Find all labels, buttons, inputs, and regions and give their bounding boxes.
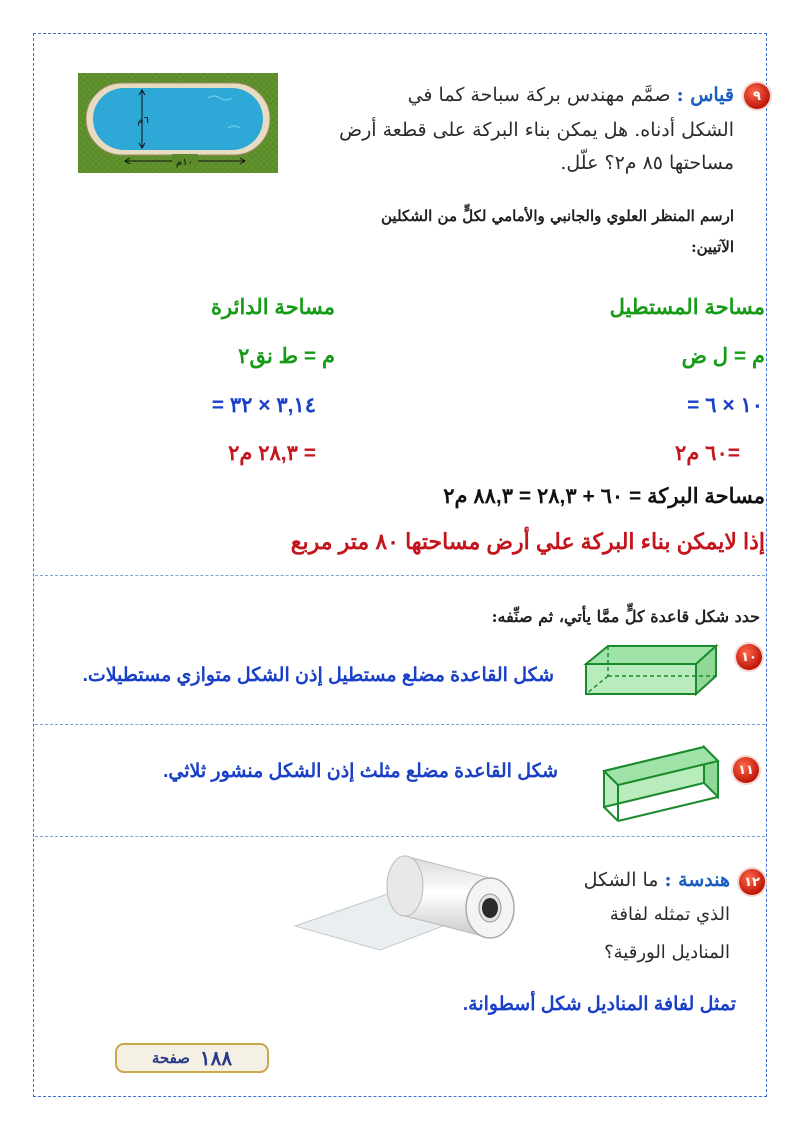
- divider: [35, 724, 765, 725]
- page-number-box: [115, 1043, 269, 1073]
- drawing-instruction-line2: الآتيين:: [691, 238, 734, 256]
- question-number-badge: [744, 83, 770, 109]
- rectangular-prism-figure: [578, 640, 718, 700]
- rect-formula: م = ل ض: [681, 345, 765, 368]
- question-9-line3: مساحتها ٨٥ م٢؟ علّل.: [560, 152, 734, 174]
- rect-area-heading: مساحة المستطيل: [609, 296, 765, 319]
- question-title: قياس :: [676, 84, 734, 106]
- circle-area-heading: مساحة الدائرة: [211, 296, 335, 319]
- question-11-answer: شكل القاعدة مضلع مثلث إذن الشكل منشور ثلاثي.: [163, 761, 558, 782]
- circle-formula: م = ط نق٢: [238, 345, 335, 368]
- question-12-line3: المناديل الورقية؟: [604, 942, 730, 963]
- question-9-line1: [408, 84, 734, 106]
- question-number: ٩: [753, 88, 761, 104]
- question-text: ما الشكل: [583, 869, 659, 891]
- pool-width-label: ٦م: [137, 115, 149, 126]
- question-number: ١٢: [744, 874, 760, 890]
- question-12-answer: تمثل لفافة المناديل شكل أسطوانة.: [462, 994, 736, 1015]
- question-number-badge: [739, 869, 765, 895]
- pool-figure: [78, 73, 278, 173]
- question-number-badge: [733, 757, 759, 783]
- conclusion-text: إذا لايمكن بناء البركة علي أرض مساحتها ٨٠ متر مربع: [290, 529, 765, 554]
- rect-step1: = ١٠ × ٦: [687, 394, 763, 417]
- pool-length-label: ١٠م: [176, 157, 193, 168]
- divider: [35, 575, 765, 576]
- question-12-line1: [584, 869, 730, 891]
- paper-roll-image: [285, 838, 540, 953]
- question-number-badge: [736, 644, 762, 670]
- question-number: ١٠: [741, 649, 757, 665]
- divider: [35, 836, 765, 837]
- question-number: ١١: [738, 762, 754, 778]
- question-9-line2: الشكل أدناه. هل يمكن بناء البركة على قطعة أرض: [339, 119, 734, 141]
- question-12-line2: الذي تمثله لفافة: [609, 904, 730, 925]
- triangular-prism-figure: [600, 743, 720, 823]
- question-10-answer: شكل القاعدة مضلع مستطيل إذن الشكل متوازي مستطيلات.: [82, 665, 554, 686]
- circle-step2: = ٢٨,٣ م٢: [228, 442, 316, 465]
- circle-step1: = ٣,١٤ × ٣٢: [211, 394, 316, 417]
- page-number: ١٨٨: [199, 1046, 233, 1070]
- question-text: صمَّم مهندس بركة سباحة كما في: [407, 84, 671, 106]
- pool-area-result: مساحة البركة = ٦٠ + ٢٨,٣ = ٨٨,٣ م٢: [443, 485, 765, 508]
- rect-step2: =٦٠ م٢: [675, 442, 740, 465]
- drawing-instruction-line1: ارسم المنظر العلوي والجانبي والأمامي لكلٍّ من الشكلين: [381, 207, 734, 225]
- page-label: صفحة: [151, 1049, 190, 1067]
- base-instruction: حدد شكل قاعدة كلٍّ ممَّا يأتي، ثم صنِّفه:: [491, 607, 760, 626]
- question-title: هندسة :: [664, 869, 730, 891]
